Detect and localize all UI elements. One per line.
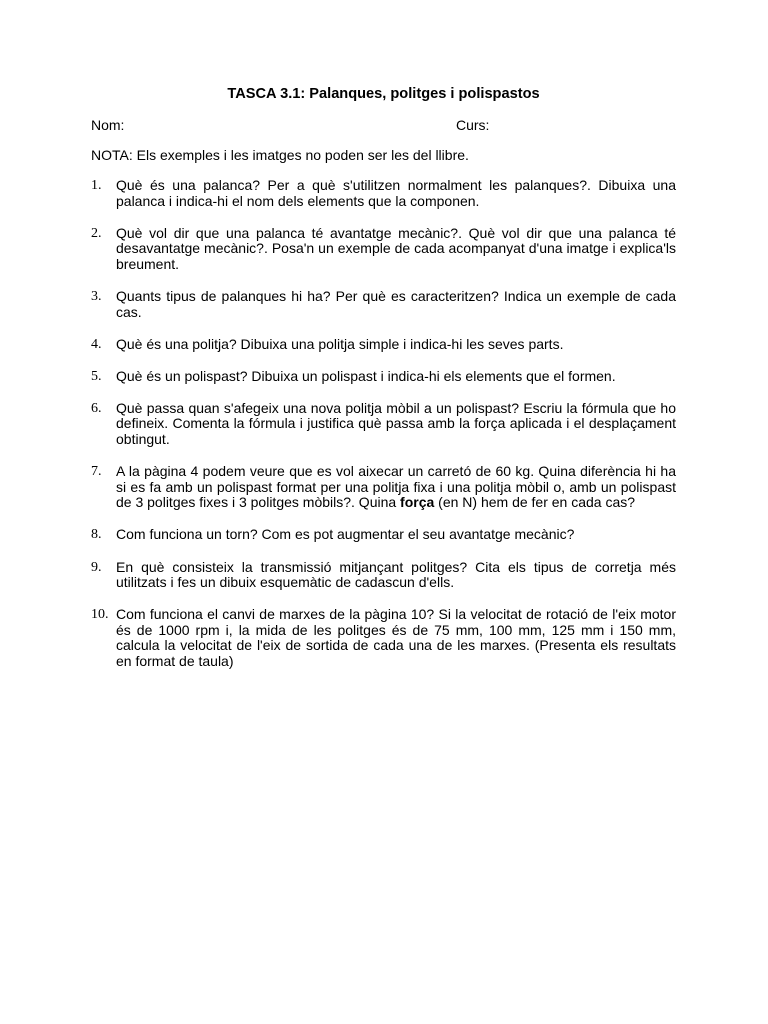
- question-number: 10.: [91, 607, 109, 623]
- question-number: 8.: [91, 527, 102, 543]
- question-number: 9.: [91, 559, 102, 575]
- question-text: Què passa quan s'afegeix una nova politja mòbil a un polispast? Escriu la fórmula que ho defineix. Comenta la fórmula i justifica què passa amb la força aplicada i el desplaçament obtingut.: [116, 399, 676, 448]
- question-item-5: [91, 369, 676, 385]
- question-item-4: [91, 337, 676, 353]
- question-item-9: [91, 560, 676, 591]
- question-number: 4.: [91, 336, 102, 352]
- question-text: Què vol dir que una palanca té avantatge mecànic?. Què vol dir que una palanca té desavantatge mecànic?. Posa'n un exemple de cada acompanyat d'una imatge i explica'ls breument.: [116, 224, 676, 272]
- question-item-7: [91, 464, 676, 511]
- question-text-part: (en N) hem de fer en cada cas?: [434, 494, 636, 511]
- nom-label: Nom:: [91, 117, 125, 133]
- question-text: [116, 464, 676, 511]
- question-number: 2.: [91, 225, 102, 241]
- question-text: Què és una politja? Dibuixa una politja simple i indica-hi les seves parts.: [116, 335, 564, 352]
- question-number: 6.: [91, 400, 102, 416]
- question-text-part: A la pàgina 4 podem veure que es vol aixecar un carretó de 60 kg. Quina diferència hi ha si es fa amb un polispast format per una politja fixa i una politja mòbil o, amb un polispast de 3 politges fixes i 3 politges mòbils?. Quina: [116, 463, 676, 511]
- document-page: [91, 85, 676, 686]
- question-item-6: [91, 401, 676, 448]
- question-text: Què és un polispast? Dibuixa un polispast i indica-hi els elements que el formen.: [116, 367, 616, 384]
- question-text: En què consisteix la transmissió mitjançant politges? Cita els tipus de corretja més utilitzats i fes un dibuix esquemàtic de cadascun d'ells.: [116, 558, 676, 591]
- question-item-3: [91, 289, 676, 320]
- question-item-1: [91, 178, 676, 209]
- question-text: Com funciona un torn? Com es pot augmentar el seu avantatge mecànic?: [116, 526, 575, 543]
- question-text: Com funciona el canvi de marxes de la pàgina 10? Si la velocitat de rotació de l'eix motor és de 1000 rpm i, la mida de les politges és de 75 mm, 100 mm, 125 mm i 150 mm, calcula la velocitat de l'eix de sortida de cada una de les marxes. (Presenta els resultats en format de taula): [116, 606, 676, 669]
- question-number: 1.: [91, 178, 102, 193]
- question-number: 3.: [91, 288, 102, 304]
- question-text: Què és una palanca? Per a què s'utilitzen normalment les palanques?. Dibuixa una palanca i indica-hi el nom dels elements que la componen.: [116, 177, 676, 209]
- page-title: TASCA 3.1: Palanques, politges i polispastos: [227, 86, 540, 102]
- question-number: 7.: [91, 464, 102, 480]
- question-number: 5.: [91, 368, 102, 384]
- nota-text: NOTA: Els exemples i les imatges no poden ser les del llibre.: [91, 147, 469, 163]
- question-item-10: [91, 607, 676, 669]
- student-fields: [91, 116, 676, 134]
- question-list: [91, 178, 676, 670]
- question-item-2: [91, 226, 676, 273]
- question-text-bold: força: [400, 494, 435, 511]
- question-item-8: [91, 527, 676, 543]
- curs-label: Curs:: [456, 117, 490, 133]
- question-text: Quants tipus de palanques hi ha? Per què es caracteritzen? Indica un exemple de cada cas.: [116, 287, 676, 320]
